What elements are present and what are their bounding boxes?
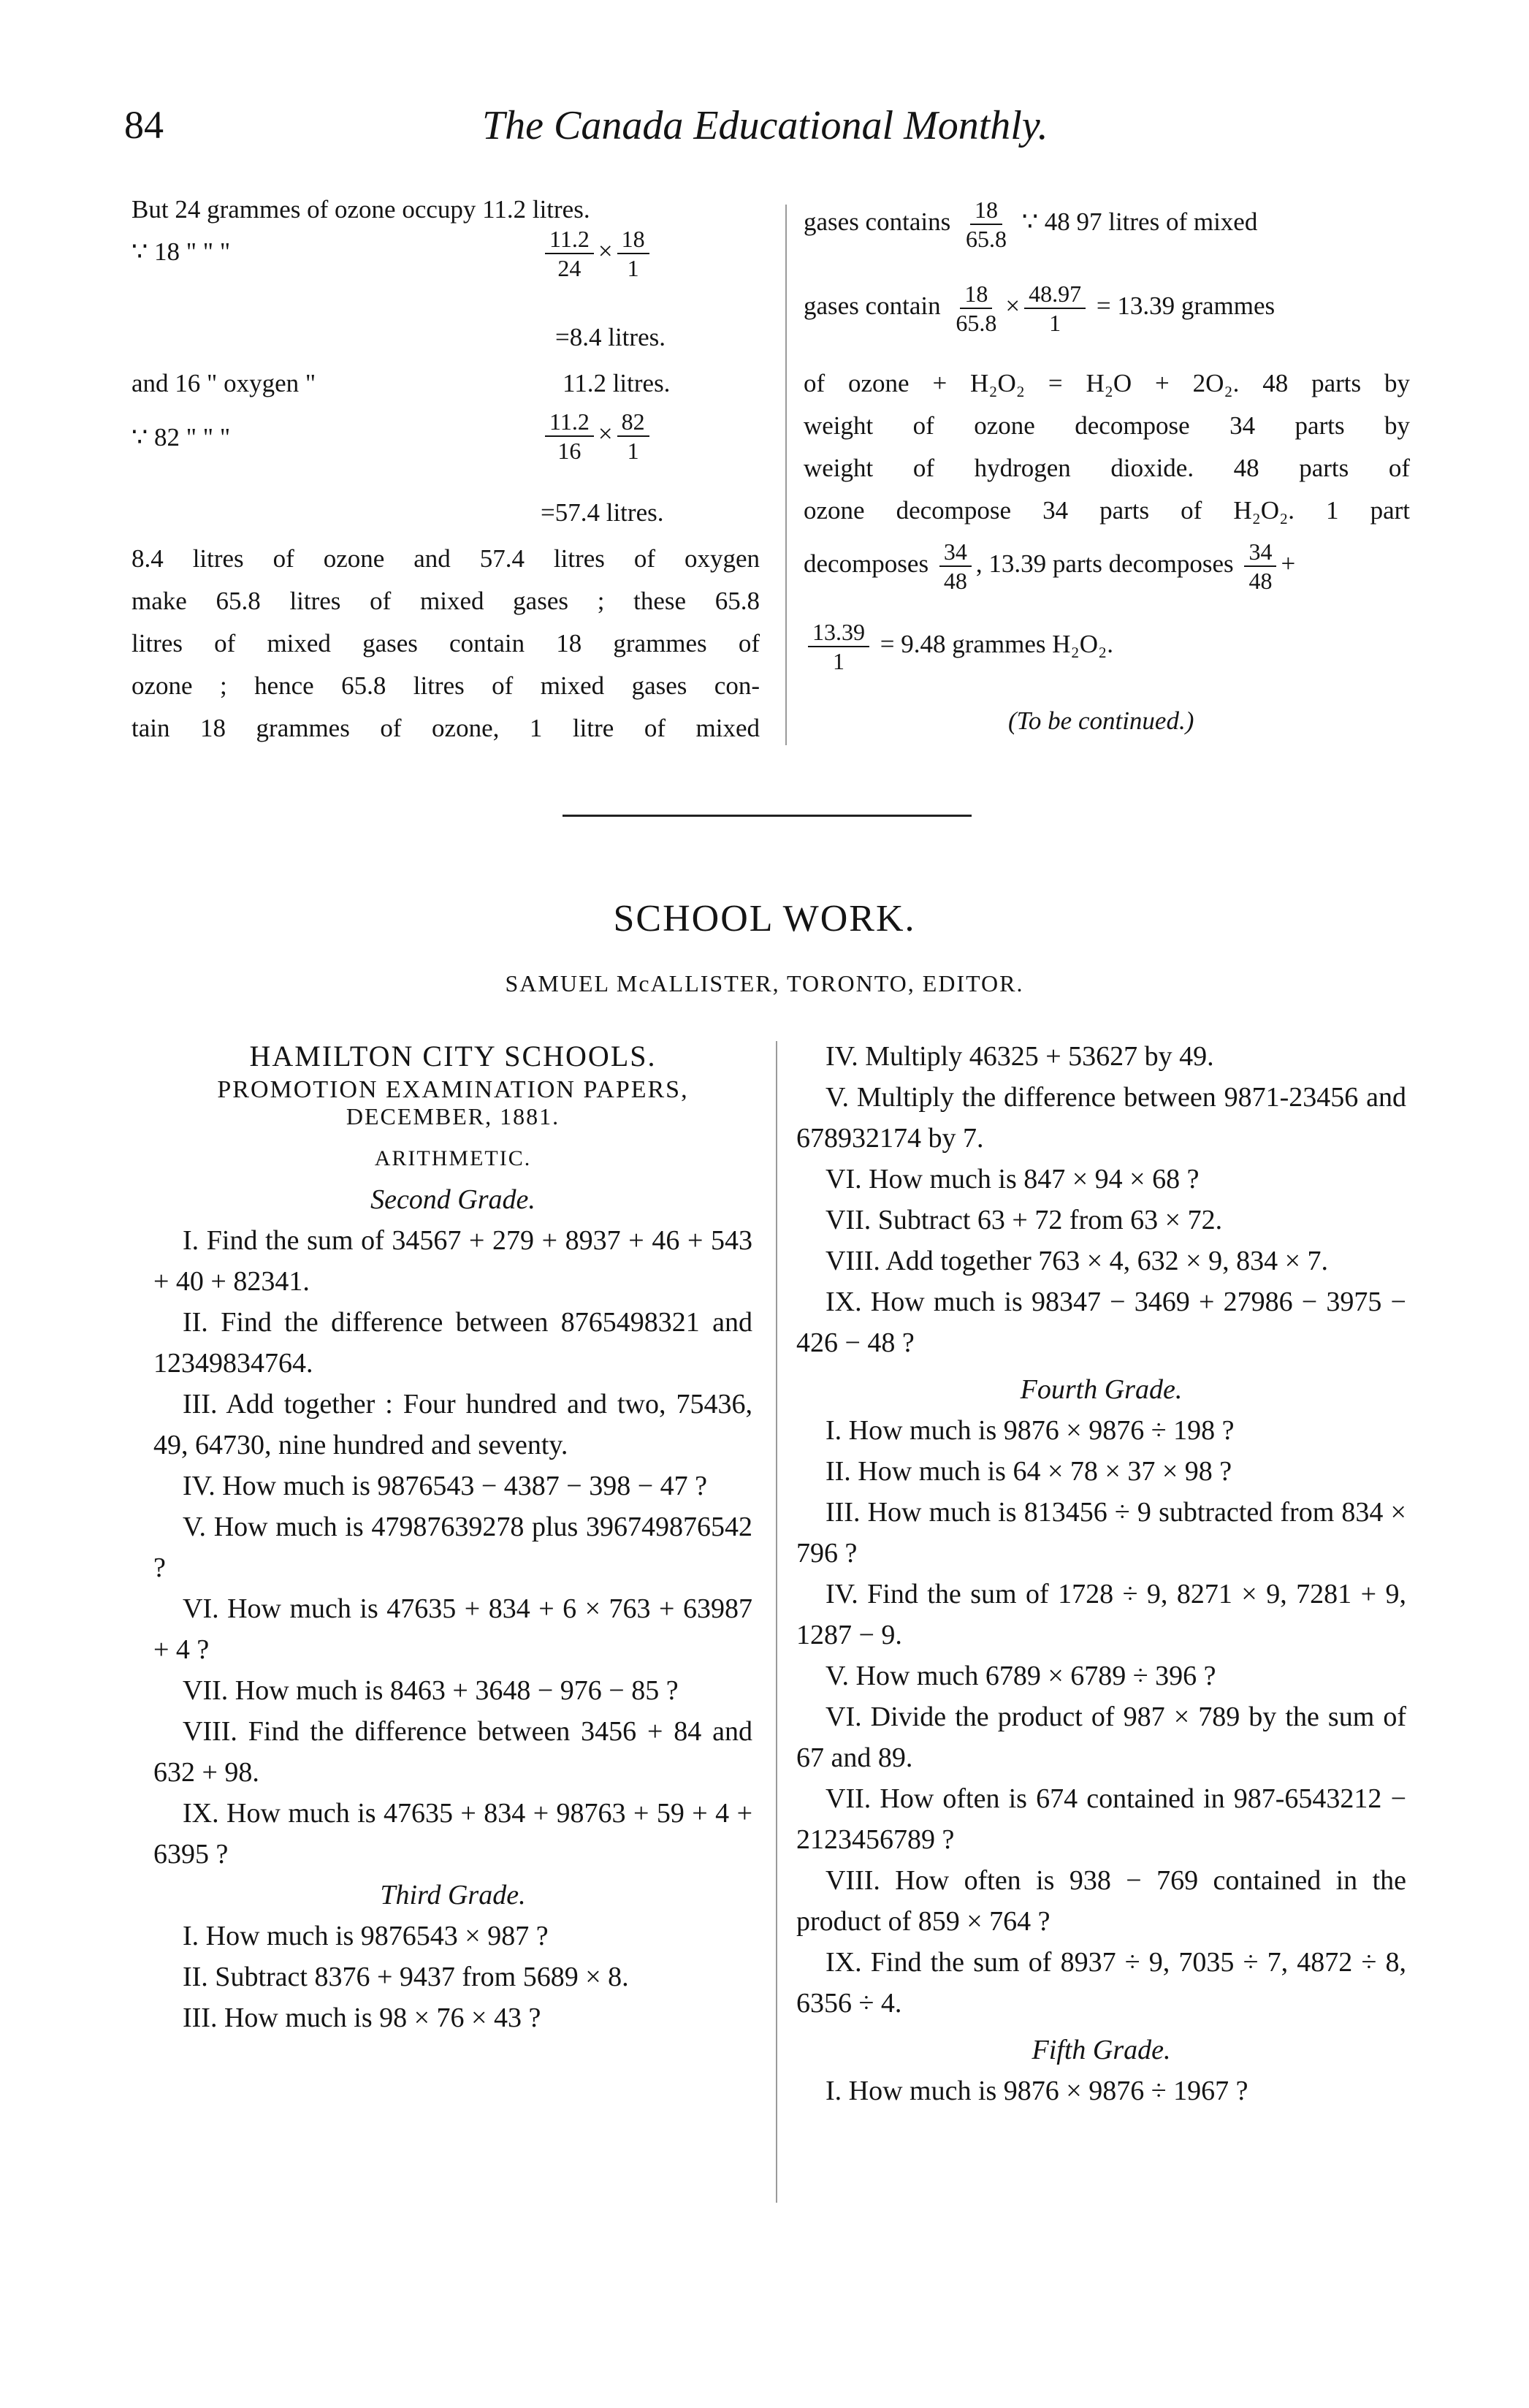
ozone-paragraph-line: make 65.8 litres of mixed gases ; these 65.8 (131, 587, 760, 615)
question: IX. How much is 98347 − 3469 + 27986 − 3975 − 426 − 48 ? (796, 1287, 1406, 1358)
fraction: $\frac{11.2}{16}$ (545, 408, 594, 465)
question: II. Find the difference between 8765498321 and 12349834764. (153, 1307, 752, 1379)
question: VI. Divide the product of 987 × 789 by the sum of 67 and 89. (796, 1702, 1406, 1773)
ozone-line-prefix: ∵ 18 " " " (131, 237, 231, 266)
ozone-line: But 24 grammes of ozone occupy 11.2 litres. (131, 195, 590, 224)
question: III. Add together : Four hundred and two, 75436, 49, 64730, nine hundred and seventy. (153, 1389, 752, 1460)
ozone-paragraph-line: litres of mixed gases contain 18 grammes of (131, 629, 760, 658)
exam-heading: HAMILTON CITY SCHOOLS. (249, 1040, 657, 1072)
ozone-calculation-right (804, 188, 1417, 758)
question: I. How much is 9876 × 9876 ÷ 198 ? (825, 1415, 1235, 1446)
ozone-line: gases contain $\frac{18}{65.8}$ × $\frac{48.97}{1}$ = 13.39 grammes (804, 281, 1276, 336)
ozone-calculation-left (131, 188, 774, 742)
ozone-line: decomposes $\frac{34}{48}$ , 13.39 parts decomposes $\frac{34}{48}$ + (804, 538, 1296, 594)
ozone-line: weight of ozone decompose 34 parts by (804, 411, 1410, 440)
fraction: $\frac{18}{65.8}$ (965, 197, 1007, 252)
question: VIII. How often is 938 − 769 contained in the product of 859 × 764 ? (796, 1865, 1406, 1937)
question: VIII. Find the difference between 3456 + 84 and 632 + 98. (153, 1716, 752, 1788)
question: III. How much is 813456 ÷ 9 subtracted from 834 × 796 ? (796, 1497, 1406, 1569)
ozone-line: ozone decompose 34 parts of H₂O₂. 1 part (804, 496, 1410, 525)
grade-heading: Fifth Grade. (1032, 2035, 1171, 2065)
ozone-paragraph-line: 8.4 litres of ozone and 57.4 litres of oxygen (131, 544, 760, 573)
question: VII. How much is 8463 + 3648 − 976 − 85 ? (183, 1675, 679, 1706)
ozone-line (131, 231, 230, 273)
ozone-line: of ozone + H₂O₂ = H₂O + 2O₂. 48 parts by (804, 369, 1410, 397)
question: III. How much is 98 × 76 × 43 ? (183, 2003, 541, 2033)
ozone-result: =8.4 litres. (555, 323, 666, 351)
question: IV. How much is 9876543 − 4387 − 398 − 47 ? (183, 1471, 708, 1501)
section-title: SCHOOL WORK. (613, 898, 916, 940)
ozone-paragraph-line: tain 18 grammes of ozone, 1 litre of mixed (131, 714, 760, 742)
exam-subheading: PROMOTION EXAMINATION PAPERS, (217, 1076, 689, 1103)
ozone-line: $\frac{13.39}{1}$ = 9.48 grammes H₂O₂. (804, 618, 1113, 675)
question: IV. Find the sum of 1728 ÷ 9, 8271 × 9, 7281 + 9, 1287 − 9. (796, 1579, 1406, 1650)
question: V. How much is 47987639278 plus 396749876542 ? (153, 1512, 752, 1583)
fraction: $\frac{18}{1}$ (617, 225, 649, 282)
ozone-line: gases contains $\frac{18}{65.8}$ ∵ 48 97 litres of mixed (804, 197, 1258, 252)
ozone-line: and 16 " oxygen " (131, 369, 316, 397)
exam-subject: ARITHMETIC. (374, 1146, 532, 1170)
fraction: $\frac{18}{65.8}$ (956, 281, 997, 336)
ozone-fraction-expression: $\frac{11.2}{16}$ × $\frac{82}{1}$ (541, 408, 654, 465)
running-header (124, 102, 1410, 161)
left-column (153, 1036, 752, 2205)
question: V. Multiply the difference between 9871-23456 and 678932174 by 7. (796, 1082, 1406, 1154)
ozone-value: 11.2 litres. (563, 369, 671, 397)
ozone-line: weight of hydrogen dioxide. 48 parts of (804, 454, 1410, 482)
question: II. How much is 64 × 78 × 37 × 98 ? (825, 1456, 1232, 1487)
question: I. Find the sum of 34567 + 279 + 8937 + 46 + 543 + 40 + 82341. (153, 1225, 752, 1297)
fraction: $\frac{34}{48}$ (939, 538, 972, 595)
question: VI. How much is 847 × 94 × 68 ? (825, 1164, 1200, 1195)
question: V. How much 6789 × 6789 ÷ 396 ? (825, 1661, 1216, 1691)
question: IV. Multiply 46325 + 53627 by 49. (825, 1041, 1214, 1072)
question: II. Subtract 8376 + 9437 from 5689 × 8. (183, 1962, 629, 1992)
question: I. How much is 9876 × 9876 ÷ 1967 ? (825, 2076, 1248, 2106)
fraction: $\frac{48.97}{1}$ (1024, 280, 1086, 337)
fraction: $\frac{82}{1}$ (617, 408, 649, 465)
ozone-result: =57.4 litres. (541, 498, 664, 527)
section-separator-rule (563, 815, 972, 817)
fraction: $\frac{34}{48}$ (1244, 538, 1276, 595)
fraction: $\frac{13.39}{1}$ (808, 618, 869, 675)
grade-heading: Fourth Grade. (1020, 1374, 1183, 1405)
grade-heading: Third Grade. (380, 1880, 526, 1910)
column-divider (785, 205, 787, 745)
question: VI. How much is 47635 + 834 + 6 × 763 + 63987 + 4 ? (153, 1593, 752, 1665)
question: I. How much is 9876543 × 987 ? (183, 1921, 549, 1951)
ozone-line: ∵ 82 " " " (131, 423, 231, 452)
right-column (796, 1036, 1406, 2205)
ozone-fraction-expression: $\frac{11.2}{24}$ × $\frac{18}{1}$ (541, 225, 654, 282)
question: VII. How often is 674 contained in 987-6543212 − 2123456789 ? (796, 1783, 1406, 1855)
grade-heading: Second Grade. (370, 1184, 535, 1215)
question: VII. Subtract 63 + 72 from 63 × 72. (825, 1205, 1223, 1235)
continued-note: (To be continued.) (1008, 706, 1194, 735)
question: IX. Find the sum of 8937 ÷ 9, 7035 ÷ 7, 4872 ÷ 8, 6356 ÷ 4. (796, 1947, 1406, 2019)
editor-line: SAMUEL McALLISTER, TORONTO, EDITOR. (505, 970, 1024, 997)
journal-title: The Canada Educational Monthly. (482, 103, 1048, 148)
page-number: 84 (124, 103, 164, 147)
fraction: $\frac{11.2}{24}$ (545, 225, 594, 282)
exam-date: DECEMBER, 1881. (346, 1103, 560, 1129)
ozone-paragraph-line: ozone ; hence 65.8 litres of mixed gases con- (131, 671, 760, 700)
question: VIII. Add together 763 × 4, 632 × 9, 834 × 7. (825, 1246, 1329, 1276)
question: IX. How much is 47635 + 834 + 98763 + 59 + 4 + 6395 ? (153, 1798, 752, 1870)
column-divider (776, 1041, 777, 2203)
